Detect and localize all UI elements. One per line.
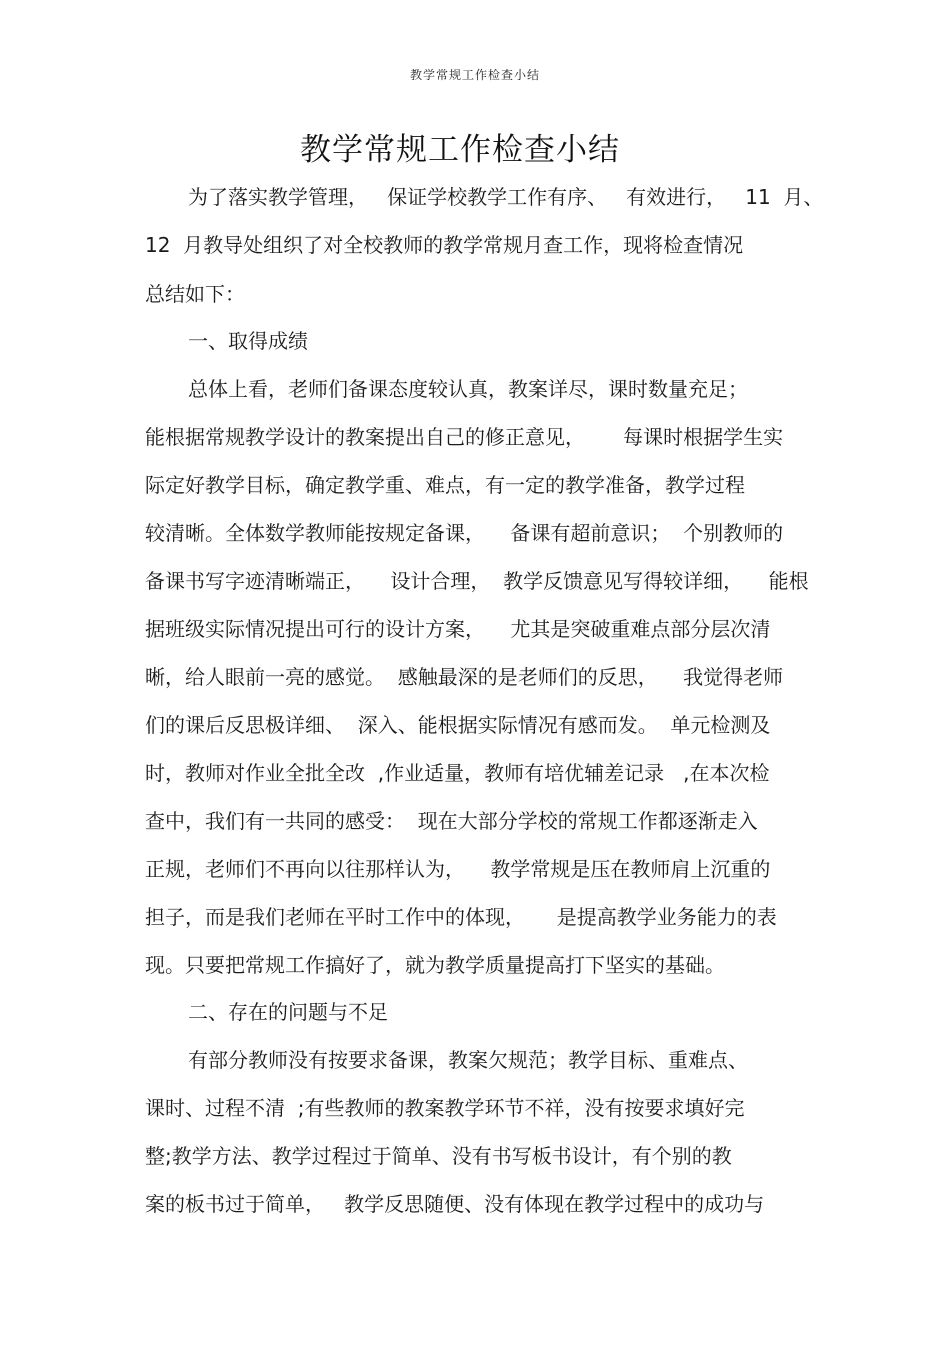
- document-title: 教学常规工作检查小结: [300, 132, 620, 168]
- running-header: 教学常规工作检查小结: [409, 68, 540, 82]
- body-line: 较清晰。全体数学教师能按规定备课， 备课有超前意识； 个别教师的: [145, 521, 784, 545]
- body-line: 课时、过程不清 ;有些教师的教案教学环节不祥，没有按要求填好完: [145, 1096, 745, 1120]
- body-line: 们的课后反思极详细、 深入、能根据实际情况有感而发。 单元检测及: [145, 713, 771, 737]
- body-line: 晰，给人眼前一亮的感觉。 感触最深的是老师们的反思， 我觉得老师: [145, 665, 784, 689]
- body-line: 际定好教学目标，确定教学重、难点，有一定的教学准备，教学过程: [145, 473, 745, 497]
- body-line: 案的板书过于简单， 教学反思随便、没有体现在教学过程中的成功与: [145, 1192, 765, 1216]
- body-line: 总体上看，老师们备课态度较认真，教案详尽，课时数量充足；: [188, 377, 748, 401]
- section-heading-problems: 二、存在的问题与不足: [188, 1000, 388, 1024]
- body-line: 现。只要把常规工作搞好了，就为教学质量提高打下坚实的基础。: [145, 953, 725, 977]
- body-line: 总结如下：: [145, 282, 245, 306]
- body-line: 查中，我们有一共同的感受： 现在大部分学校的常规工作都逐渐走入: [145, 809, 758, 833]
- body-line: 能根据常规教学设计的教案提出自己的修正意见， 每课时根据学生实: [145, 425, 784, 449]
- body-line: 整;教学方法、教学过程过于简单、没有书写板书设计，有个别的教: [145, 1144, 732, 1168]
- body-line: 有部分教师没有按要求备课，教案欠规范；教学目标、重难点、: [188, 1048, 748, 1072]
- body-line: 担子，而是我们老师在平时工作中的体现， 是提高教学业务能力的表: [145, 905, 777, 929]
- body-line: 为了落实教学管理， 保证学校教学工作有序、 有效进行， 11 月、: [188, 185, 824, 209]
- body-line: 12 月教导处组织了对全校教师的教学常规月查工作，现将检查情况: [145, 233, 744, 257]
- body-line: 备课书写字迹清晰端正， 设计合理， 教学反馈意见写得较详细， 能根: [145, 569, 809, 593]
- body-line: 时，教师对作业全批全改 ,作业适量，教师有培优辅差记录 ,在本次检: [145, 761, 770, 785]
- body-line: 正规，老师们不再向以往那样认为， 教学常规是压在教师肩上沉重的: [145, 857, 771, 881]
- body-line: 据班级实际情况提出可行的设计方案， 尤其是突破重难点部分层次清: [145, 617, 771, 641]
- section-heading-achievements: 一、取得成绩: [188, 329, 308, 353]
